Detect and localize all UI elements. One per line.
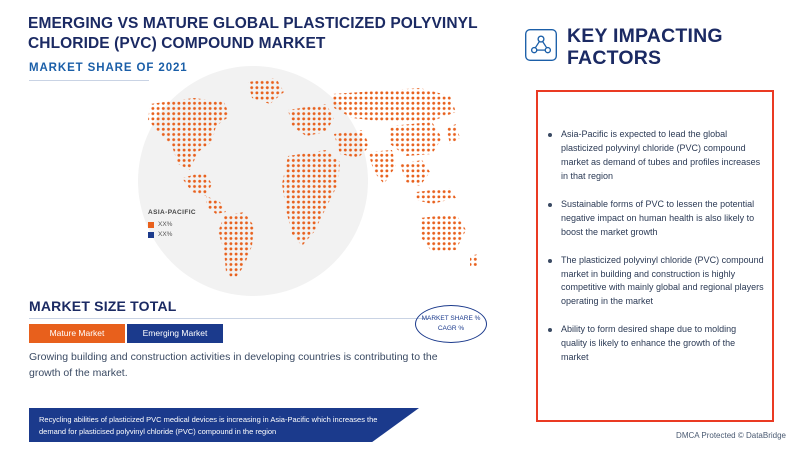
page-title: EMERGING VS MATURE GLOBAL PLASTICIZED POLYVINYL CHLORIDE (PVC) COMPOUND MARKET [28, 15, 478, 53]
map-legend [148, 208, 196, 240]
market-share-callout [415, 305, 487, 343]
factors-list [548, 128, 764, 379]
list-item: Asia-Pacific is expected to lead the global plasticized polyvinyl chloride (PVC) compound market as demand of tubes and profiles increases in that region [548, 128, 764, 184]
callout-line-2: CAGR % [437, 325, 465, 332]
bottom-banner [29, 408, 419, 442]
chip-mature-market: Mature Market [29, 324, 125, 343]
legend-item [148, 220, 196, 230]
market-size-heading: MARKET SIZE TOTAL [29, 298, 177, 314]
legend-swatch-emerging [148, 232, 154, 238]
callout-line-1: MARKET SHARE % [421, 315, 481, 323]
chip-emerging-market: Emerging Market [127, 324, 223, 343]
legend-label: XX% [158, 231, 173, 239]
network-nodes-icon [524, 28, 558, 62]
list-item: Ability to form desired shape due to molding quality is likely to enhance the growth of the market [548, 323, 764, 365]
market-share-subtitle: MARKET SHARE OF 2021 [29, 62, 188, 74]
list-item: The plasticized polyvinyl chloride (PVC) compound market in building and construction is highly competitive with mainly global and regional players operating in the market [548, 254, 764, 310]
banner-text: Recycling abilities of plasticized PVC medical devices is increasing in Asia-Pacific which increases the demand for plasticised polyvinyl chloride (PVC) compound in the region [39, 415, 378, 436]
key-impacting-factors-header [524, 26, 786, 70]
legend-swatch-mature [148, 222, 154, 228]
dotted-world-map [120, 60, 480, 300]
summary-text: Growing building and construction activities in developing countries is contributing to the growth of the market. [29, 351, 438, 379]
key-impacting-factors-title: KEY IMPACTING FACTORS [567, 25, 723, 69]
footer-credit: DMCA Protected © DataBridge [676, 431, 786, 440]
list-item: Sustainable forms of PVC to lessen the potential negative impact on human health is also likely to boost the market growth [548, 198, 764, 240]
legend-label: XX% [158, 221, 173, 229]
legend-item [148, 230, 196, 240]
world-map-graphic [120, 60, 480, 300]
market-size-divider [29, 318, 429, 319]
right-panel [500, 0, 800, 450]
legend-title: ASIA-PACIFIC [148, 209, 197, 216]
